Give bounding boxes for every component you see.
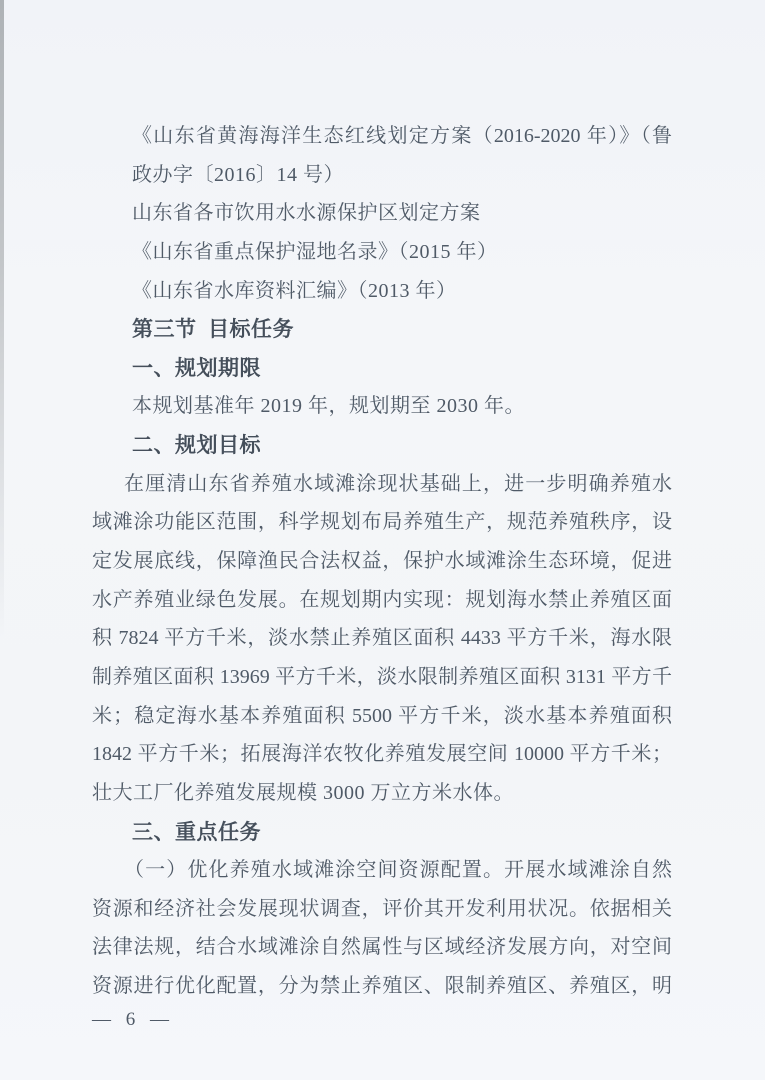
text-line: 资源进行优化配置，分为禁止养殖区、限制养殖区、养殖区，明 <box>92 975 672 998</box>
text-line: 本规划基准年 2019 年，规划期至 2030 年。 <box>132 395 525 418</box>
text-line: 第三节 目标任务 <box>132 317 294 342</box>
text-line: 在厘清山东省养殖水域滩涂现状基础上，进一步明确养殖水 <box>124 472 672 495</box>
text-line: 三、重点任务 <box>132 819 261 844</box>
text-line: 1842 平方千米；拓展海洋农牧化养殖发展空间 10000 平方千米； <box>92 743 672 766</box>
text-line: 积 7824 平方千米，淡水禁止养殖区面积 4433 平方千米，海水限 <box>92 627 672 650</box>
text-line: 资源和经济社会发展现状调查，评价其开发利用状况。依据相关 <box>92 897 672 920</box>
text-line: 二、规划目标 <box>132 433 261 458</box>
text-line: 山东省各市饮用水水源保护区划定方案 <box>132 202 481 225</box>
text-line: 法律法规，结合水域滩涂自然属性与区域经济发展方向，对空间 <box>92 936 672 959</box>
text-line: 米；稳定海水基本养殖面积 5500 平方千米，淡水基本养殖面积 <box>92 704 672 727</box>
text-line: 《山东省水库资料汇编》（2013 年） <box>132 279 457 302</box>
scan-edge-shadow <box>0 0 4 640</box>
text-line: （一）优化养殖水域滩涂空间资源配置。开展水域滩涂自然 <box>124 859 672 882</box>
document-text <box>92 117 672 1006</box>
text-line: 壮大工厂化养殖发展规模 3000 万立方米水体。 <box>92 781 514 804</box>
text-line: 《山东省重点保护湿地名录》（2015 年） <box>132 240 498 263</box>
text-line: 域滩涂功能区范围，科学规划布局养殖生产，规范养殖秩序，设 <box>92 511 672 534</box>
text-line: 一、规划期限 <box>132 355 261 380</box>
text-line: 政办字〔2016〕14 号） <box>132 163 344 186</box>
text-line: 《山东省黄海海洋生态红线划定方案（2016-2020 年）》（鲁 <box>132 125 672 147</box>
text-line: 定发展底线，保障渔民合法权益，保护水域滩涂生态环境，促进 <box>92 550 672 573</box>
text-line: 制养殖区面积 13969 平方千米，淡水限制养殖区面积 3131 平方千 <box>92 665 672 688</box>
page-number: — 6 — <box>92 1009 171 1030</box>
text-line: 水产养殖业绿色发展。在规划期内实现：规划海水禁止养殖区面 <box>92 588 672 611</box>
